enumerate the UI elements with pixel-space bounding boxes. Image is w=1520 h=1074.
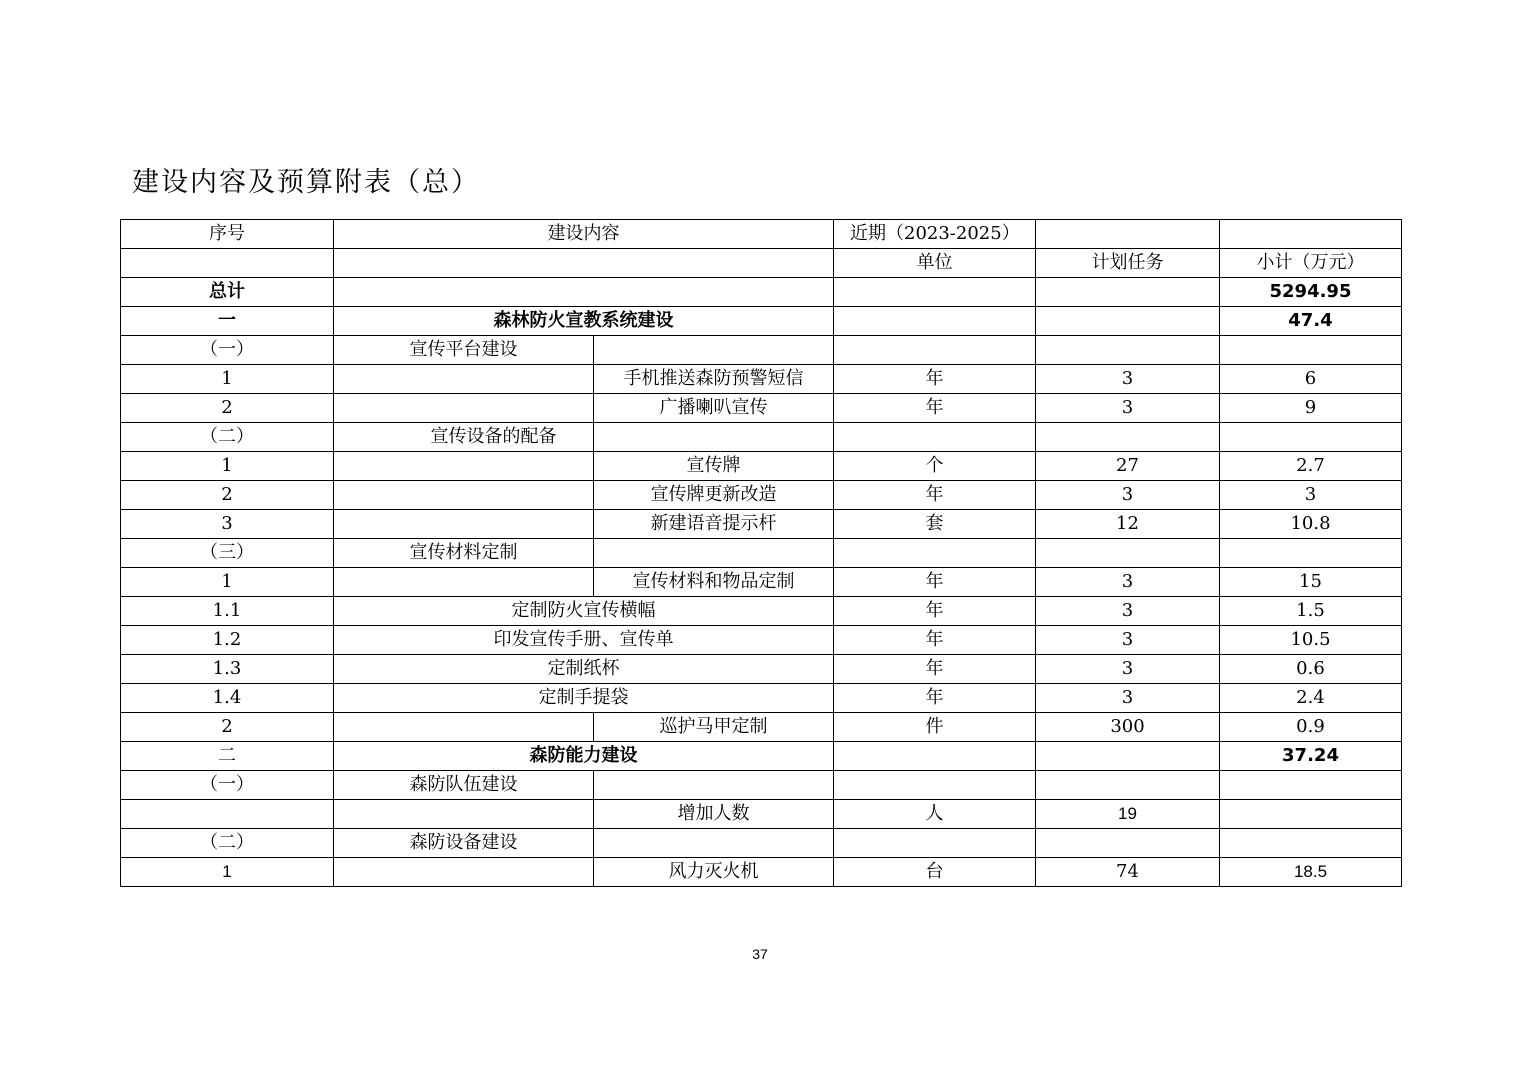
item-name: 增加人数 bbox=[594, 800, 834, 829]
item-subtotal: 6 bbox=[1220, 365, 1402, 394]
table-subheader-row bbox=[121, 249, 1402, 278]
group-seq: （一） bbox=[121, 336, 334, 365]
section-seq: 二 bbox=[121, 742, 334, 771]
table-row: 1 宣传材料和物品定制 年 3 15 bbox=[121, 568, 1402, 597]
header-empty-cell bbox=[1036, 220, 1220, 249]
item-unit: 件 bbox=[834, 713, 1036, 742]
section-subtotal: 47.4 bbox=[1220, 307, 1402, 336]
item-unit: 年 bbox=[834, 568, 1036, 597]
page-number: 37 bbox=[752, 946, 768, 962]
item-task: 19 bbox=[1036, 800, 1220, 829]
item-name: 广播喇叭宣传 bbox=[594, 394, 834, 423]
item-task: 12 bbox=[1036, 510, 1220, 539]
group-row bbox=[121, 829, 1402, 858]
item-name: 新建语音提示杆 bbox=[594, 510, 834, 539]
item-task: 27 bbox=[1036, 452, 1220, 481]
group-seq: （二） bbox=[121, 423, 334, 452]
item-name: 手机推送森防预警短信 bbox=[594, 365, 834, 394]
header-unit: 单位 bbox=[834, 249, 1036, 278]
group-seq: （二） bbox=[121, 829, 334, 858]
table-row: 2 广播喇叭宣传 年 3 9 bbox=[121, 394, 1402, 423]
item-name: 定制手提袋 bbox=[334, 684, 834, 713]
item-unit: 套 bbox=[834, 510, 1036, 539]
item-subtotal: 10.5 bbox=[1220, 626, 1402, 655]
item-name: 宣传牌 bbox=[594, 452, 834, 481]
item-unit: 年 bbox=[834, 481, 1036, 510]
item-unit: 人 bbox=[834, 800, 1036, 829]
section-title: 森林防火宣教系统建设 bbox=[334, 307, 834, 336]
item-subtotal: 1.5 bbox=[1220, 597, 1402, 626]
item-name: 风力灭火机 bbox=[594, 858, 834, 887]
table-row: 1 风力灭火机 台 74 18.5 bbox=[121, 858, 1402, 887]
total-label: 总计 bbox=[121, 278, 334, 307]
item-subtotal: 2.4 bbox=[1220, 684, 1402, 713]
item-name: 定制防火宣传横幅 bbox=[334, 597, 834, 626]
item-subtotal: 15 bbox=[1220, 568, 1402, 597]
item-unit: 年 bbox=[834, 655, 1036, 684]
item-name: 定制纸杯 bbox=[334, 655, 834, 684]
table-row: 1 手机推送森防预警短信 年 3 6 bbox=[121, 365, 1402, 394]
header-period: 近期（2023-2025） bbox=[834, 220, 1036, 249]
group-title: 森防设备建设 bbox=[334, 829, 594, 858]
item-task: 3 bbox=[1036, 568, 1220, 597]
item-task: 3 bbox=[1036, 655, 1220, 684]
item-name: 巡护马甲定制 bbox=[594, 713, 834, 742]
item-subtotal: 18.5 bbox=[1220, 858, 1402, 887]
group-seq: （三） bbox=[121, 539, 334, 568]
group-row bbox=[121, 771, 1402, 800]
item-unit: 年 bbox=[834, 626, 1036, 655]
group-title: 宣传设备的配备 bbox=[334, 423, 594, 452]
item-subtotal: 3 bbox=[1220, 481, 1402, 510]
item-name: 宣传材料和物品定制 bbox=[594, 568, 834, 597]
header-content: 建设内容 bbox=[334, 220, 834, 249]
table-header-row bbox=[121, 220, 1402, 249]
item-subtotal: 0.9 bbox=[1220, 713, 1402, 742]
item-unit: 个 bbox=[834, 452, 1036, 481]
total-row bbox=[121, 278, 1402, 307]
table-row: 2 宣传牌更新改造 年 3 3 bbox=[121, 481, 1402, 510]
table-row: 1.2 印发宣传手册、宣传单 年 3 10.5 bbox=[121, 626, 1402, 655]
group-row bbox=[121, 539, 1402, 568]
item-task: 3 bbox=[1036, 626, 1220, 655]
item-task: 74 bbox=[1036, 858, 1220, 887]
item-name: 印发宣传手册、宣传单 bbox=[334, 626, 834, 655]
section-title: 森防能力建设 bbox=[334, 742, 834, 771]
table-row: 1 宣传牌 个 27 2.7 bbox=[121, 452, 1402, 481]
group-row bbox=[121, 336, 1402, 365]
header-empty-cell bbox=[1220, 220, 1402, 249]
section-seq: 一 bbox=[121, 307, 334, 336]
section-row bbox=[121, 742, 1402, 771]
item-unit: 年 bbox=[834, 684, 1036, 713]
group-row bbox=[121, 423, 1402, 452]
table-row: 2 巡护马甲定制 件 300 0.9 bbox=[121, 713, 1402, 742]
header-seq: 序号 bbox=[121, 220, 334, 249]
item-name: 宣传牌更新改造 bbox=[594, 481, 834, 510]
group-title: 宣传材料定制 bbox=[334, 539, 594, 568]
table-row: 3 新建语音提示杆 套 12 10.8 bbox=[121, 510, 1402, 539]
item-task: 3 bbox=[1036, 481, 1220, 510]
header-subtotal: 小计（万元） bbox=[1220, 249, 1402, 278]
group-seq: （一） bbox=[121, 771, 334, 800]
group-title: 森防队伍建设 bbox=[334, 771, 594, 800]
table-row: 1.1 定制防火宣传横幅 年 3 1.5 bbox=[121, 597, 1402, 626]
page-title: 建设内容及预算附表（总） bbox=[132, 167, 480, 198]
item-task: 3 bbox=[1036, 684, 1220, 713]
item-subtotal: 2.7 bbox=[1220, 452, 1402, 481]
table-row: 1.4 定制手提袋 年 3 2.4 bbox=[121, 684, 1402, 713]
section-row bbox=[121, 307, 1402, 336]
item-subtotal: 9 bbox=[1220, 394, 1402, 423]
table-row: 1.3 定制纸杯 年 3 0.6 bbox=[121, 655, 1402, 684]
table-row bbox=[121, 800, 1402, 829]
item-task: 3 bbox=[1036, 597, 1220, 626]
item-unit: 年 bbox=[834, 597, 1036, 626]
item-unit: 年 bbox=[834, 394, 1036, 423]
item-task: 300 bbox=[1036, 713, 1220, 742]
item-unit: 台 bbox=[834, 858, 1036, 887]
item-subtotal: 0.6 bbox=[1220, 655, 1402, 684]
total-subtotal: 5294.95 bbox=[1220, 278, 1402, 307]
item-task: 3 bbox=[1036, 365, 1220, 394]
item-unit: 年 bbox=[834, 365, 1036, 394]
item-task: 3 bbox=[1036, 394, 1220, 423]
budget-table bbox=[120, 219, 1402, 887]
group-title: 宣传平台建设 bbox=[334, 336, 594, 365]
item-subtotal: 10.8 bbox=[1220, 510, 1402, 539]
section-subtotal: 37.24 bbox=[1220, 742, 1402, 771]
header-task: 计划任务 bbox=[1036, 249, 1220, 278]
